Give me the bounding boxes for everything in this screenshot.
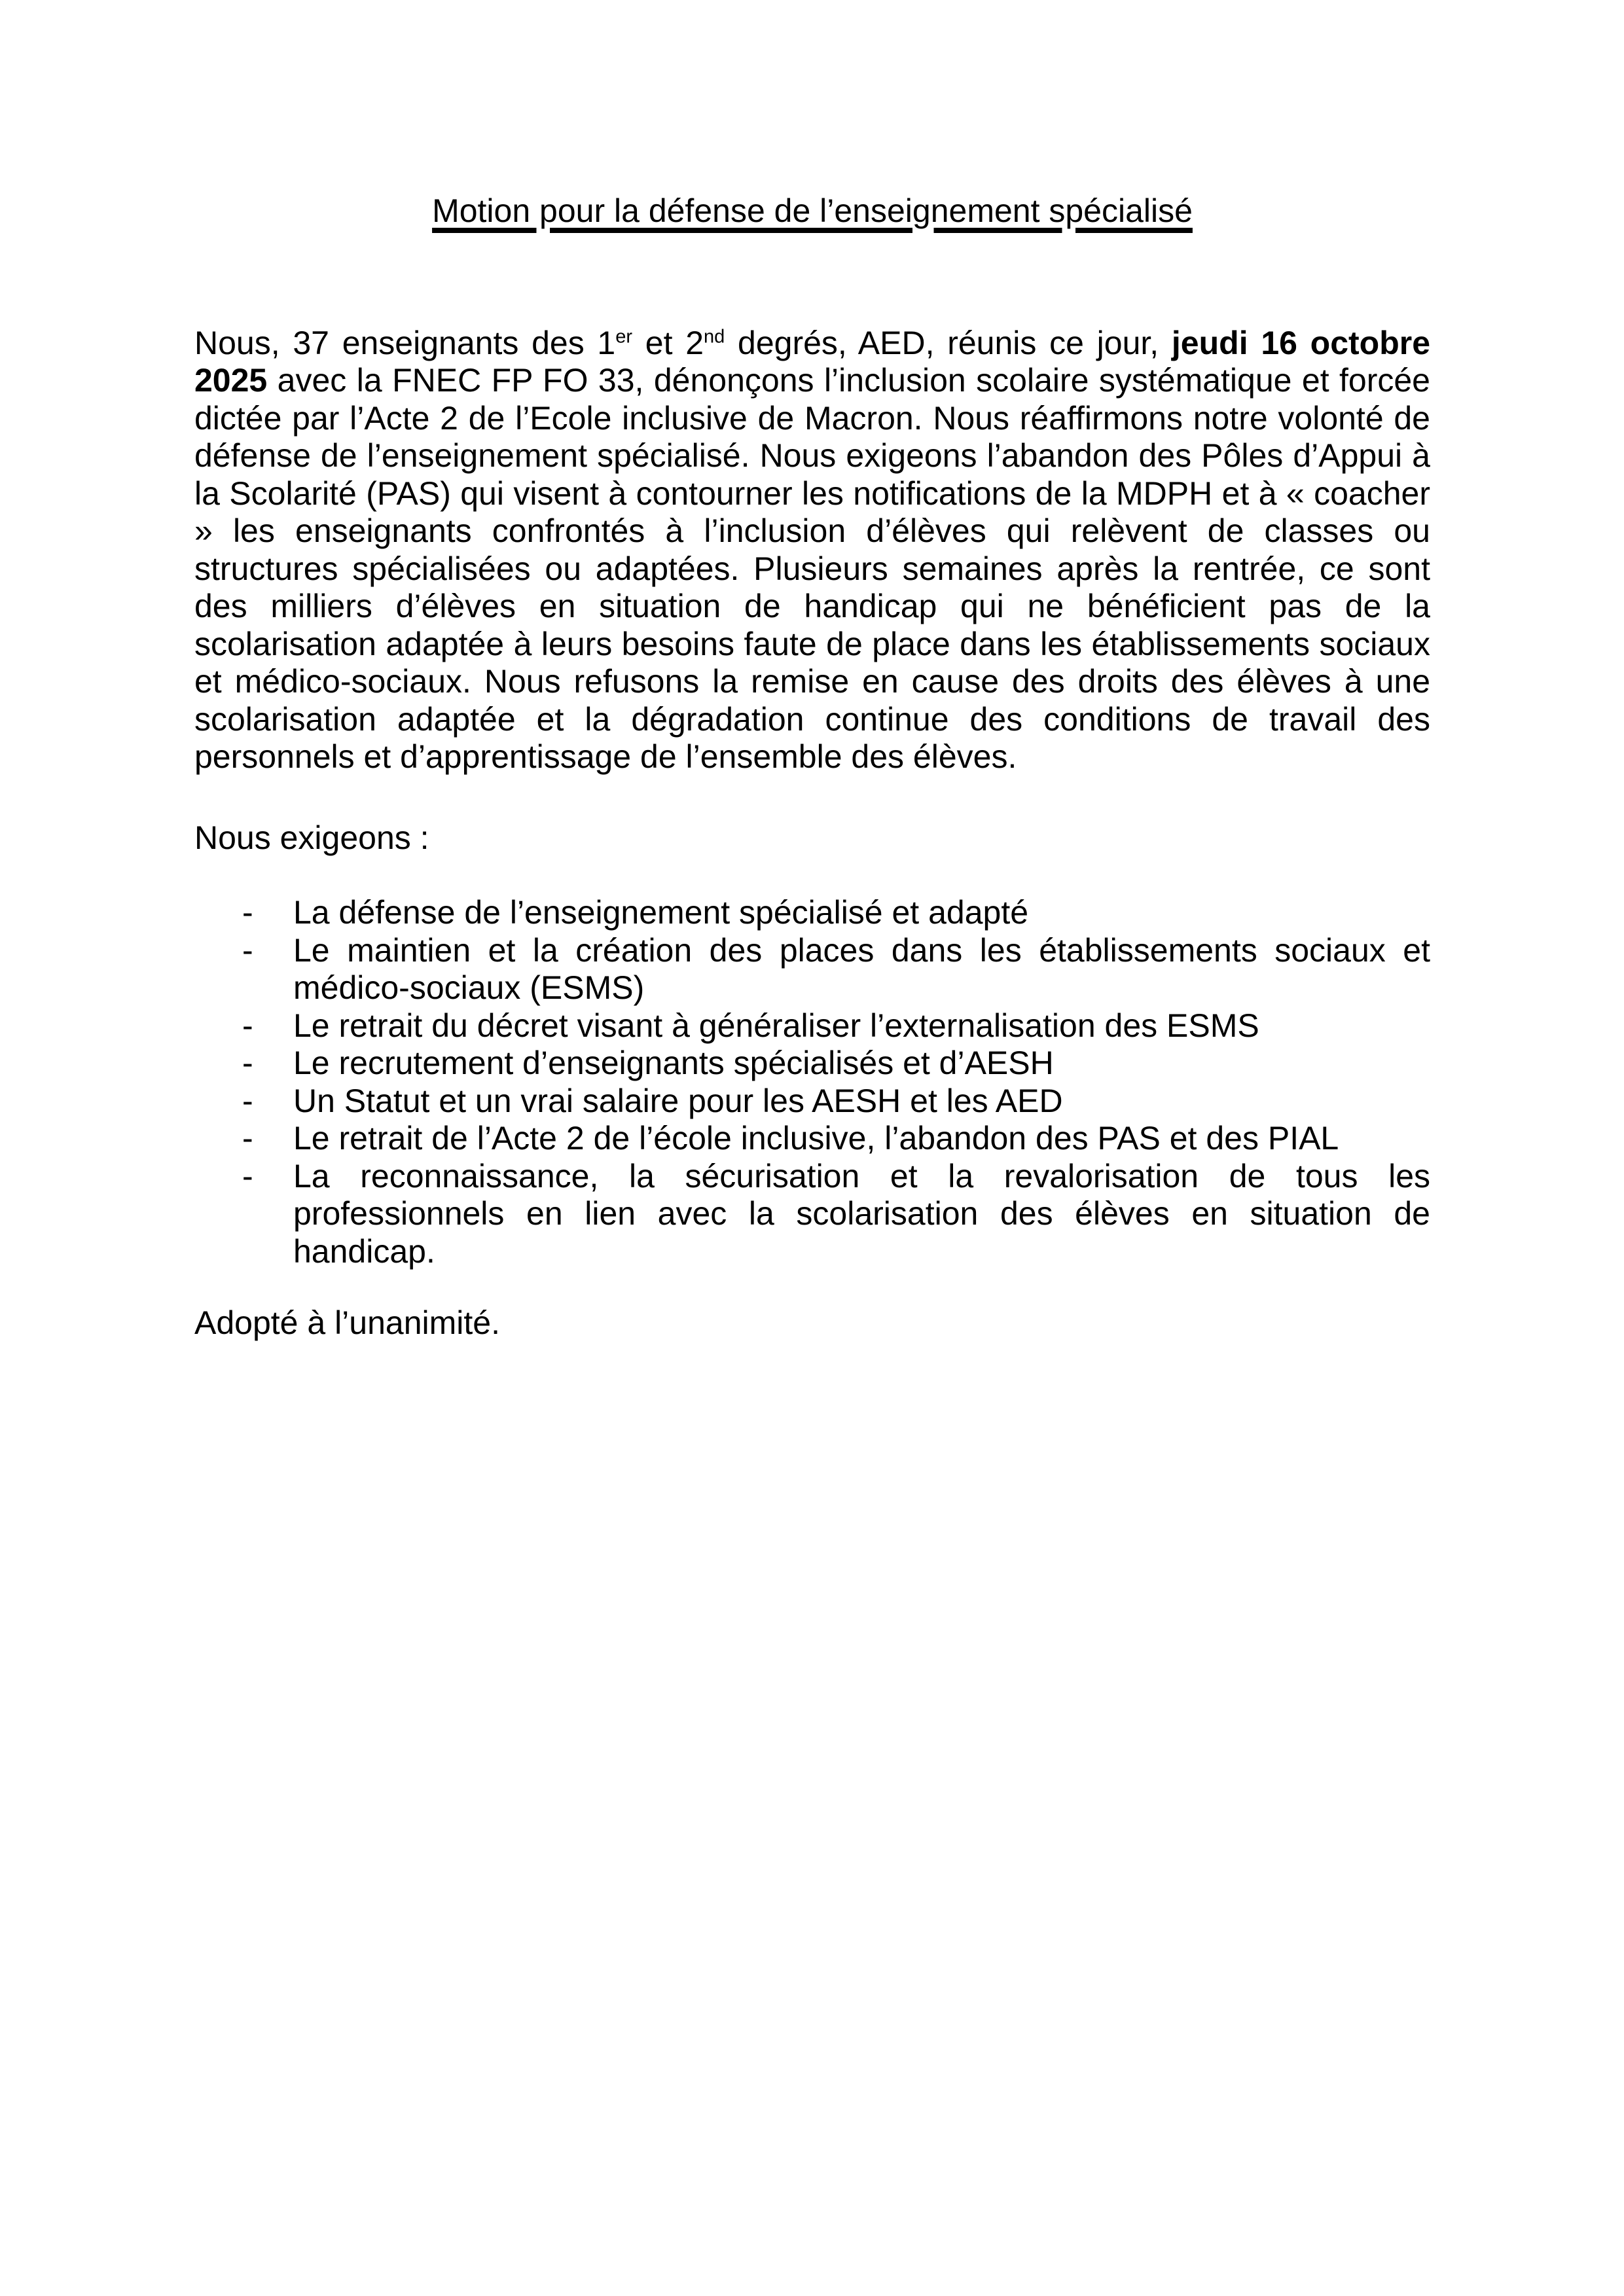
demand-list-item bbox=[194, 1083, 1430, 1121]
dash-bullet: - bbox=[242, 1007, 253, 1044]
dash-bullet: - bbox=[242, 931, 253, 969]
intro-paragraph: Nous, 37 enseignants des 1er et 2nd degrés, AED, réunis ce jour, jeudi 16 octobre 2025 avec la FNEC FP FO 33, dénonçons l’inclusion scolaire systématique et forcée dictée par l’Acte 2 de l’Ecole inclusive de Macron. Nous réaffirmons notre volonté de défense de l’enseignement spécialisé. Nous exigeons l’abandon des Pôles d’Appui à la Scolarité (PAS) qui visent à contourner les notifications de la MDPH et à « coacher » les enseignants confrontés à l’inclusion d’élèves qui relèvent de classes ou structures spécialisées ou adaptées. Plusieurs semaines après la rentrée, ce sont des milliers d’élèves en situation de handicap qui ne bénéficient pas de la scolarisation adaptée à leurs besoins faute de place dans les établissements sociaux et médico-sociaux. Nous refusons la remise en cause des droits des élèves à une scolarisation adaptée et la dégradation continue des conditions de travail des personnels et d’apprentissage de l’ensemble des élèves. bbox=[194, 324, 1431, 775]
demands-heading: Nous exigeons : bbox=[194, 819, 429, 856]
demand-text: La reconnaissance, la sécurisation et la revalorisation de tous les professionnels en lien avec la scolarisation des élèves en situation de handicap. bbox=[293, 1157, 1430, 1270]
dash-bullet: - bbox=[242, 1082, 253, 1119]
demand-list-item bbox=[194, 932, 1430, 1007]
demand-list-item bbox=[194, 1045, 1430, 1083]
demand-text: Le maintien et la création des places dans les établissements sociaux et médico-sociaux (ESMS) bbox=[293, 931, 1430, 1006]
demand-text: Le retrait de l’Acte 2 de l’école inclusive, l’abandon des PAS et des PIAL bbox=[293, 1120, 1339, 1157]
document-title bbox=[194, 192, 1430, 230]
demand-text: La défense de l’enseignement spécialisé et adapté bbox=[293, 894, 1029, 931]
demand-list-item bbox=[194, 1158, 1430, 1271]
demand-list-item bbox=[194, 1120, 1430, 1158]
demand-text: Un Statut et un vrai salaire pour les AESH et les AED bbox=[293, 1082, 1063, 1119]
dash-bullet: - bbox=[242, 1120, 253, 1157]
demand-text: Le retrait du décret visant à généraliser l’externalisation des ESMS bbox=[293, 1007, 1259, 1044]
dash-bullet: - bbox=[242, 1045, 253, 1081]
demand-list-item bbox=[194, 1007, 1430, 1045]
dash-bullet: - bbox=[242, 1157, 253, 1194]
demands-list bbox=[194, 894, 1430, 1270]
document-title-text: Motion pour la défense de l’enseignement spécialisé bbox=[432, 192, 1193, 229]
demand-text: Le recrutement d’enseignants spécialisés et d’AESH bbox=[293, 1045, 1054, 1081]
demand-list-item bbox=[194, 894, 1430, 932]
dash-bullet: - bbox=[242, 894, 253, 931]
closing-statement: Adopté à l’unanimité. bbox=[194, 1304, 500, 1341]
